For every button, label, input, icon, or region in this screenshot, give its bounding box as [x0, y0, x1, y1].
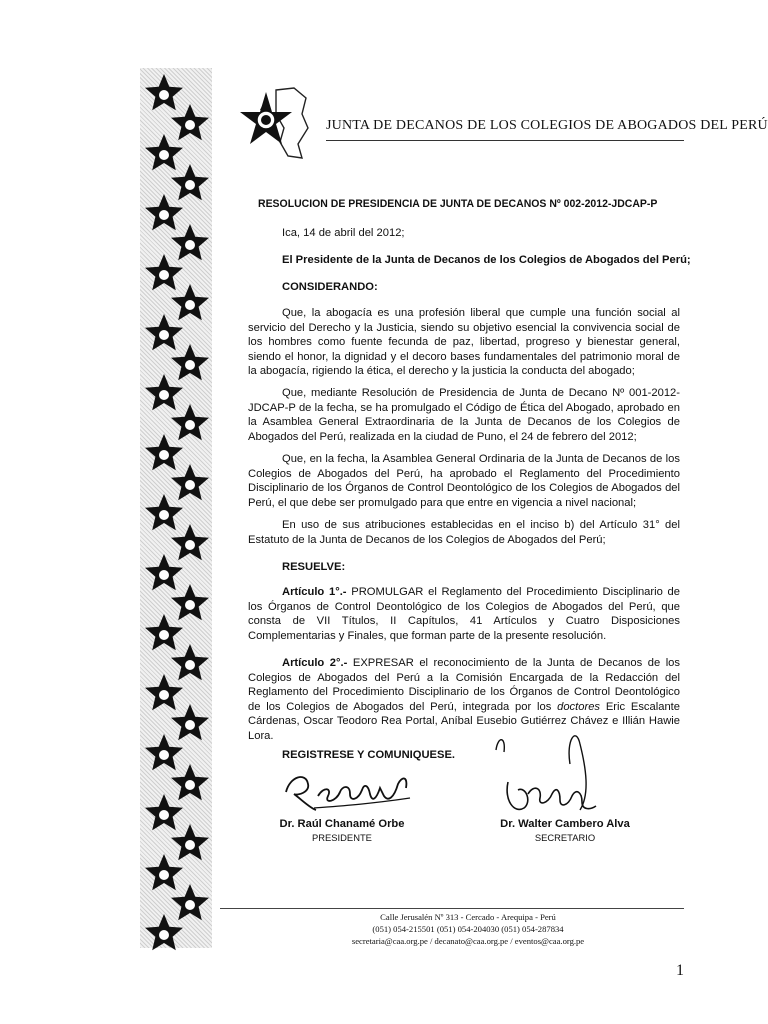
paragraph-2-text: Que, mediante Resolución de Presidencia de Junta de Decano Nº 001-2012-JDCAP-P de la fecha, se ha promulgado el Código de Ética del Abogado, aprobado en la Asamblea General Extraordinaria de la Junta de Decanos de los Colegios de Abogados del Perú, realizada en la ciudad de Puno, el 24 de febrero del 2012;: [248, 387, 680, 443]
page-number: 1: [676, 962, 684, 979]
article-2: [248, 656, 680, 744]
article-2-text-b: Eric Escalante Cárdenas, Oscar Teodoro Rea Portal, Aníbal Eusebio Gutiérrez Chávez e Illián Hawie Lora.: [248, 700, 680, 742]
article-1-text: PROMULGAR el Reglamento del Procedimiento Disciplinario de los Órganos de Control Deontológico de los Colegios de Abogados del Perú, que consta de VII Títulos, II Capítulos, 41 Artículos y Cuatro Disposiciones Complementarias y Finales, que forman parte de la presente resolución.: [248, 586, 680, 642]
border-star-icon: [142, 912, 186, 956]
paragraph-1-text: Que, la abogacía es una profesión liberal que cumple una función social al servicio del Derecho y la Justicia, siendo su objetivo esencial la convivencia social de los hombres como fuente fecunda de paz, libertad, progreso y bienestar general, siendo el honor, la dignidad y el decoro bases fundamentales del patrimonio moral de la abogacía, rigiendo la ética, el derecho y la justicia la conducta del abogado;: [248, 307, 680, 378]
resolution-date: Ica, 14 de abril del 2012;: [282, 227, 405, 239]
footer-emails: secretaria@caa.org.pe / decanato@caa.org.pe / eventos@caa.org.pe: [351, 936, 585, 946]
paragraph-1: [248, 306, 680, 379]
paragraph-3: [248, 452, 680, 510]
secretary-signature-block: [480, 818, 650, 843]
president-name: Dr. Raúl Chanamé Orbe: [279, 818, 405, 830]
secretary-name: Dr. Walter Cambero Alva: [500, 818, 630, 830]
president-signature-block: [262, 818, 422, 843]
president-signature: [280, 762, 420, 816]
closing-line: REGISTRESE Y COMUNIQUESE.: [282, 749, 456, 761]
footer-phones: (051) 054-215501 (051) 054-204030 (051) 054-287834: [372, 924, 564, 934]
paragraph-2: [248, 386, 680, 444]
resolves-heading: RESUELVE:: [282, 561, 346, 573]
secretary-signature: [486, 724, 612, 824]
junta-logo-star-icon: [236, 84, 322, 162]
article-1: [248, 585, 680, 643]
secretary-role: SECRETARIO: [534, 832, 596, 843]
considering-heading: CONSIDERANDO:: [282, 281, 378, 293]
president-role: PRESIDENTE: [312, 832, 372, 843]
article-2-text-a: EXPRESAR el reconocimiento de la Junta de Decanos de los Colegios de Abogados del Perú a la Comisión Encargada de la Redacción del Reglamento del Procedimiento Disciplinario de los Órganos de Control Deontológico de los Colegios de Abogados del Perú, integrada por los: [248, 657, 680, 713]
president-line: El Presidente de la Junta de Decanos de los Colegios de Abogados del Perú;: [282, 254, 691, 266]
article-2-label: Artículo 2°.-: [282, 657, 348, 669]
organization-name: JUNTA DE DECANOS DE LOS COLEGIOS DE ABOGADOS DEL PERÚ: [326, 118, 768, 133]
paragraph-4-text: En uso de sus atribuciones establecidas en el inciso b) del Artículo 31° del Estatuto de la Junta de Decanos de los Colegios de Abogados del Perú;: [248, 519, 680, 546]
footer-divider: [220, 908, 684, 909]
article-2-doctors: doctores: [557, 700, 601, 713]
header-divider: [326, 140, 684, 141]
footer-address: Calle Jerusalén Nº 313 - Cercado - Arequipa - Perú: [380, 912, 556, 922]
paragraph-3-text: Que, en la fecha, la Asamblea General Ordinaria de la Junta de Decanos de los Colegios de Abogados del Perú, ha aprobado el Reglamento del Procedimiento Disciplinario de los Órganos de Control Deontológico de los Colegios de Abogados del Perú, el que debe ser promulgado para que entre en vigencia a nivel nacional;: [248, 453, 680, 509]
resolution-title: RESOLUCION DE PRESIDENCIA DE JUNTA DE DECANOS Nº 002-2012-JDCAP-P: [258, 198, 658, 210]
paragraph-4: [248, 518, 680, 547]
article-1-label: Artículo 1°.-: [282, 586, 347, 598]
